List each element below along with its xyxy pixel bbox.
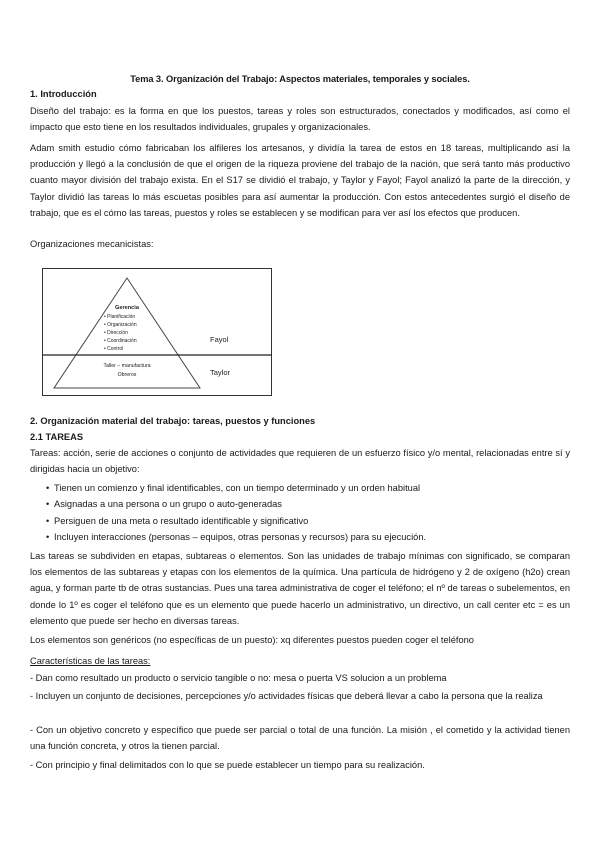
heading-caracteristicas: Características de las tareas: <box>30 656 151 666</box>
label-taylor: Taylor <box>210 368 231 377</box>
list-item: - Dan como resultado un producto o servicio tangible o no: mesa o puerta VS solucion a un problema <box>30 673 447 683</box>
paragraph-adam-smith: Adam smith estudio cómo fabricaban los alfileres los artesanos, y dividía la tarea de estos en 18 tareas, multiplicando así la producción y llegó a la conclusión de que el origen de la riqueza proviene del trabajo de la nación, que será tanto más productivo cuanto mayor división del trabajo exista. En el S17 se dividió el trabajo, y Taylor y Fayol; Fayol analizó la parte de la dirección, y Taylor dividió las tareas lo más escuetas posibles para así aumentar la producción. Con estos antecedentes surgió el diseño de trabajo, que es el cómo las tareas, puestos y roles se establecen y se modifican para ver así los efectos que producen. <box>30 143 570 218</box>
pyramid-item: • Coordinación <box>104 338 137 344</box>
list-item: - Con principio y final delimitados con lo que se puede establecer un tiempo para su realización. <box>30 760 425 770</box>
list-item: • Persiguen de una meta o resultado identificable y significativo <box>30 513 426 529</box>
label-fayol: Fayol <box>210 335 229 344</box>
diagram-frame <box>43 269 272 396</box>
tareas-bullet-list <box>30 480 426 546</box>
pyramid-item: • Control <box>104 346 124 352</box>
pyramid-item: • Organización <box>104 322 137 328</box>
list-item: - Con un objetivo concreto y específico que puede ser parcial o total de una función. La misión , el cometido y la actividad tienen una función concreta, y otros la tienen parcial. <box>30 725 570 752</box>
pyramid-top-title: Gerencia <box>115 305 139 311</box>
section-heading-material-org: 2. Organización material del trabajo: tareas, puestos y funciones <box>30 416 316 426</box>
list-item: • Tienen un comienzo y final identificables, con un tiempo determinado y un orden habitual <box>30 480 426 496</box>
pyramid-item: • Planificación <box>104 314 136 320</box>
document-title: Tema 3. Organización del Trabajo: Aspectos materiales, temporales y sociales. <box>130 74 470 84</box>
section-heading-intro: 1. Introducción <box>30 89 97 99</box>
pyramid-bottom-line1: Taller – manufactura <box>103 363 151 369</box>
paragraph-subdivision: Las tareas se subdividen en etapas, subtareas o elementos. Son las unidades de trabajo mínimas con significado, se comparan los elementos de las subtareas y etapas con los elementos de la química. Una partícula de hidrógeno y 2 de oxígeno (h2o) crean agua, y forman parte tb de otras sustancias. Pues una tarea administrativa de coger el teléfono; el nº de tareas o subelementos, en donde lo 1º es coger el teléfono que es un elemento que puede hacerlo un administrativo, un directivo, un call center etc = es un elemento que puede ser hecho en diversas tareas. <box>30 551 570 626</box>
list-item: - Incluyen un conjunto de decisiones, percepciones y/o actividades físicas que deberá llevar a cabo la persona que la realiza <box>30 691 543 701</box>
pyramid-item: • Dirección <box>104 330 128 336</box>
list-item: • Incluyen interacciones (personas – equipos, otras personas y recursos) para su ejecución. <box>30 529 426 545</box>
pyramid-bottom-line2: Obreros <box>117 372 137 378</box>
paragraph-design-definition: Diseño del trabajo: es la forma en que los puestos, tareas y roles son estructurados, conectados y modificados, así como el impacto que esto tiene en los resultados individuales, grupales y organizacionales. <box>30 106 570 133</box>
paragraph-generic-elements: Los elementos son genéricos (no específicas de un puesto): xq diferentes puestos pueden coger el teléfono <box>30 635 474 645</box>
subsection-heading-tareas: 2.1 TAREAS <box>30 432 84 442</box>
paragraph-mechanistic-orgs: Organizaciones mecanicistas: <box>30 239 154 249</box>
mechanistic-organization-diagram <box>42 268 272 396</box>
list-item: • Asignadas a una persona o un grupo o auto-generadas <box>30 496 426 512</box>
paragraph-tareas-definition: Tareas: acción, serie de acciones o conjunto de actividades que requieren de un esfuerzo físico y/o mental, relacionadas entre sí y dirigidas hacia un objetivo: <box>30 448 570 475</box>
